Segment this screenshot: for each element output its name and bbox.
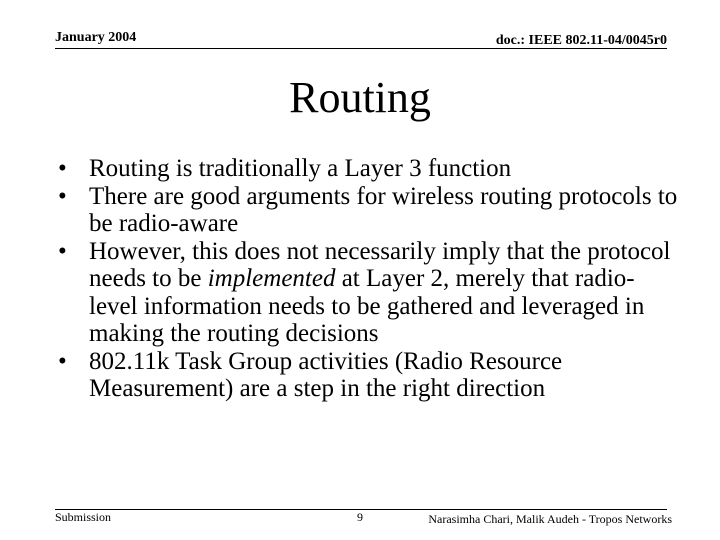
bullet-icon: • — [58, 237, 67, 265]
header-divider — [55, 48, 667, 49]
header-doc-id: doc.: IEEE 802.11-04/0045r0 — [495, 33, 667, 48]
bullet-icon: • — [58, 347, 67, 375]
bullet-list — [58, 155, 678, 403]
bullet-item — [58, 155, 678, 183]
header-date: January 2004 — [55, 30, 137, 45]
bullet-text: There are good arguments for wireless routing protocols to be radio-aware — [89, 182, 678, 237]
bullet-text: 802.11k Task Group activities (Radio Resource Measurement) are a step in the right direction — [89, 347, 563, 402]
bullet-item — [58, 183, 678, 238]
bullet-item — [58, 348, 678, 403]
footer-authors: Narasimha Chari, Malik Audeh - Tropos Networks — [428, 512, 672, 526]
bullet-text: Routing is traditionally a Layer 3 function — [89, 155, 512, 182]
bullet-text-before: However, this does not necessarily imply that the protocol needs to be — [89, 237, 671, 292]
footer-page-number: 9 — [357, 510, 363, 524]
bullet-text-after: at Layer 2, merely that radio-level information needs to be gathered and leveraged in making the routing decisions — [89, 265, 645, 347]
bullet-icon: • — [58, 182, 67, 210]
footer-submission: Submission — [55, 510, 112, 524]
slide-title: Routing — [289, 73, 431, 122]
bullet-item — [58, 238, 678, 348]
bullet-icon: • — [58, 155, 67, 182]
bullet-emphasis: implemented — [207, 265, 336, 292]
